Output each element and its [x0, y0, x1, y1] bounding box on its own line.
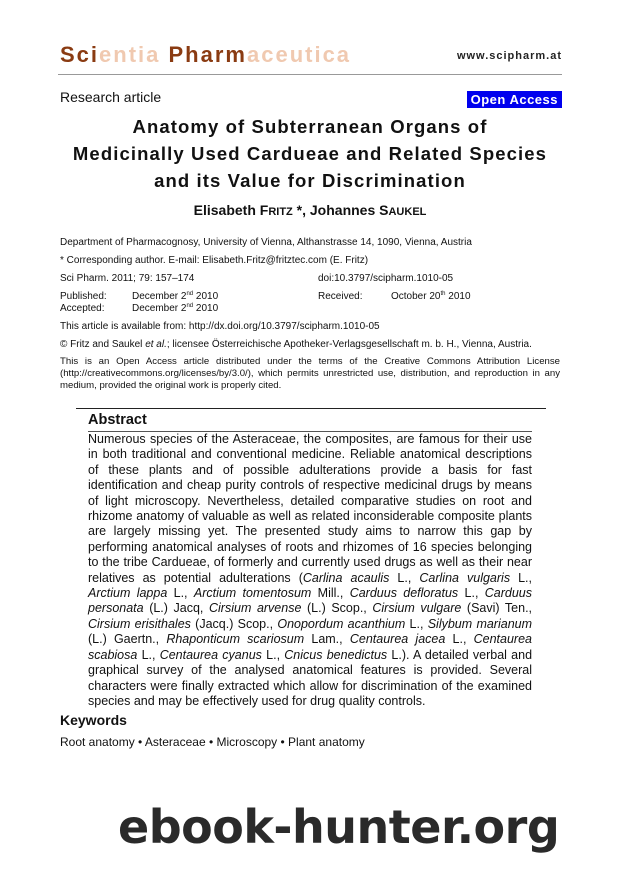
author-list: [40, 202, 580, 218]
header-rule: [58, 74, 562, 75]
received-label: Received:: [318, 291, 363, 302]
logo-aceutica: aceutica: [246, 42, 352, 67]
abstract-top-rule: [76, 408, 546, 409]
species-authority: (L.) Scop.,: [301, 601, 373, 616]
abstract-text: [88, 432, 532, 709]
author-2-first: Johannes S: [309, 202, 389, 218]
article-type: Research article: [60, 89, 162, 105]
species-name: Centaurea scabiosa: [88, 632, 532, 662]
accepted-year: 2010: [193, 303, 219, 314]
keywords-list: Root anatomy • Asteraceae • Microscopy • Plant anatomy: [60, 735, 365, 749]
paper-title: [40, 113, 580, 194]
abstract-part-2: L.). A detailed verbal and graphical survey of the analysed anatomical features is provided. Several characters were finally extracted which allow for discrimination of the examined species and may be effectively used for drug quality controls.: [88, 647, 533, 708]
species-name: Carduus defloratus: [349, 586, 459, 601]
received-value: October 20: [391, 291, 441, 302]
author-2-surname-rest: AUKEL: [388, 206, 427, 218]
copyright-etal: et al.: [145, 339, 167, 350]
species-authority: (L.) Gaertn.,: [88, 632, 167, 647]
species-name: Rhaponticum scariosum: [166, 632, 305, 647]
accepted-sup: nd: [186, 303, 194, 309]
corresponding-mark: *,: [292, 202, 310, 218]
title-line-2: Medicinally Used Cardueae and Related Species: [72, 143, 548, 164]
abstract-part-1: Numerous species of the Asteraceae, the composites, are famous for their use in both traditional and conventional medicine. Reliable anatomical descriptions of these plants and of possible adulterations provide a basis for fast identification and cheap purity controls of respective medicinal drugs by means of light microscopy. Nevertheless, detailed comparative studies on root and rhizome anatomy of valuable as well as related inconsiderable composite plants are largely missing yet. The presented study aims to narrow this gap by performing anatomical analyses of roots and rhizomes of 16 species belonging to the tribe Cardueae, of formerly and currently used drugs as well as their near relatives as potential adulterations (: [88, 432, 532, 585]
species-name: Carlina vulgaris: [419, 570, 511, 585]
species-name: Arctium lappa: [88, 586, 168, 601]
logo-entia: entia: [99, 42, 169, 67]
citation: Sci Pharm. 2011; 79: 157–174: [60, 273, 195, 284]
received-year: 2010: [445, 291, 471, 302]
species-authority: Lam.,: [304, 632, 350, 647]
species-name: Centaurea jacea: [349, 632, 446, 647]
species-authority: L.,: [405, 616, 428, 631]
published-sup: nd: [186, 291, 194, 297]
species-authority: (L.) Jacq,: [143, 601, 209, 616]
copyright-pre: © Fritz and Saukel: [60, 339, 146, 350]
species-authority: L.,: [261, 647, 285, 662]
journal-logo: [60, 42, 351, 68]
species-name: Cirsium vulgare: [372, 601, 462, 616]
title-line-1: Anatomy of Subterranean Organs of: [132, 116, 488, 137]
accepted-value: December 2: [132, 303, 187, 314]
keywords-heading: Keywords: [60, 712, 127, 728]
doi[interactable]: doi:10.3797/scipharm.1010-05: [318, 273, 454, 284]
accepted-label: Accepted:: [60, 303, 105, 314]
author-1-first: Elisabeth F: [193, 202, 269, 218]
species-name: Cirsium arvense: [209, 601, 302, 616]
species-name: Centaurea cyanus: [159, 647, 262, 662]
species-authority: (Savi) Ten.,: [461, 601, 533, 616]
published-value: December 2: [132, 291, 187, 302]
species-authority: L.,: [137, 647, 160, 662]
availability-link[interactable]: This article is available from: http://dx.doi.org/10.3797/scipharm.1010-05: [60, 321, 380, 332]
logo-sci: Sci: [60, 42, 100, 67]
species-authority: Mill.,: [311, 586, 350, 601]
logo-pharm: Pharm: [168, 42, 247, 67]
species-name: Silybum marianum: [427, 616, 533, 631]
title-line-3: and its Value for Discrimination: [154, 170, 466, 191]
received-sup: th: [440, 291, 446, 297]
author-1-surname-rest: RITZ: [268, 206, 293, 218]
copyright-post: ; licensee Österreichische Apotheker-Verlagsgesellschaft m. b. H., Vienna, Austria.: [166, 339, 532, 350]
corresponding-author: * Corresponding author. E-mail: Elisabeth.Fritz@fritztec.com (E. Fritz): [60, 255, 369, 266]
abstract-heading: Abstract: [88, 412, 147, 428]
published-label: Published:: [60, 291, 107, 302]
species-authority: L.,: [167, 586, 194, 601]
species-authority: L.,: [445, 632, 474, 647]
journal-website[interactable]: www.scipharm.at: [456, 50, 562, 62]
open-access-badge[interactable]: Open Access: [467, 91, 562, 108]
species-name: Carduus personata: [88, 586, 532, 616]
species-name: Onopordum acanthium: [277, 616, 406, 631]
species-name: Arctium tomentosum: [193, 586, 312, 601]
watermark: ebook-hunter.org: [118, 800, 560, 854]
species-authority: L.,: [458, 586, 485, 601]
species-authority: L.,: [510, 570, 533, 585]
species-name: Cirsium erisithales: [88, 616, 191, 631]
species-name: Cnicus benedictus: [284, 647, 388, 662]
license-text: This is an Open Access article distributed under the terms of the Creative Commons Attribution License (http://creativecommons.org/licenses/by/3.0/), which permits unrestricted use, distribution, and reproduction in any medium, provided the original work is properly cited.: [60, 356, 560, 391]
received-date: [318, 291, 471, 302]
species-authority: L.,: [389, 570, 420, 585]
species-authority: (Jacq.) Scop.,: [190, 616, 278, 631]
copyright: [60, 339, 532, 350]
affiliation: Department of Pharmacognosy, University of Vienna, Althanstrasse 14, 1090, Vienna, Austria: [60, 237, 472, 248]
published-year: 2010: [193, 291, 219, 302]
accepted-date: [60, 303, 218, 314]
species-name: Carlina acaulis: [302, 570, 390, 585]
published-date: [60, 291, 218, 302]
